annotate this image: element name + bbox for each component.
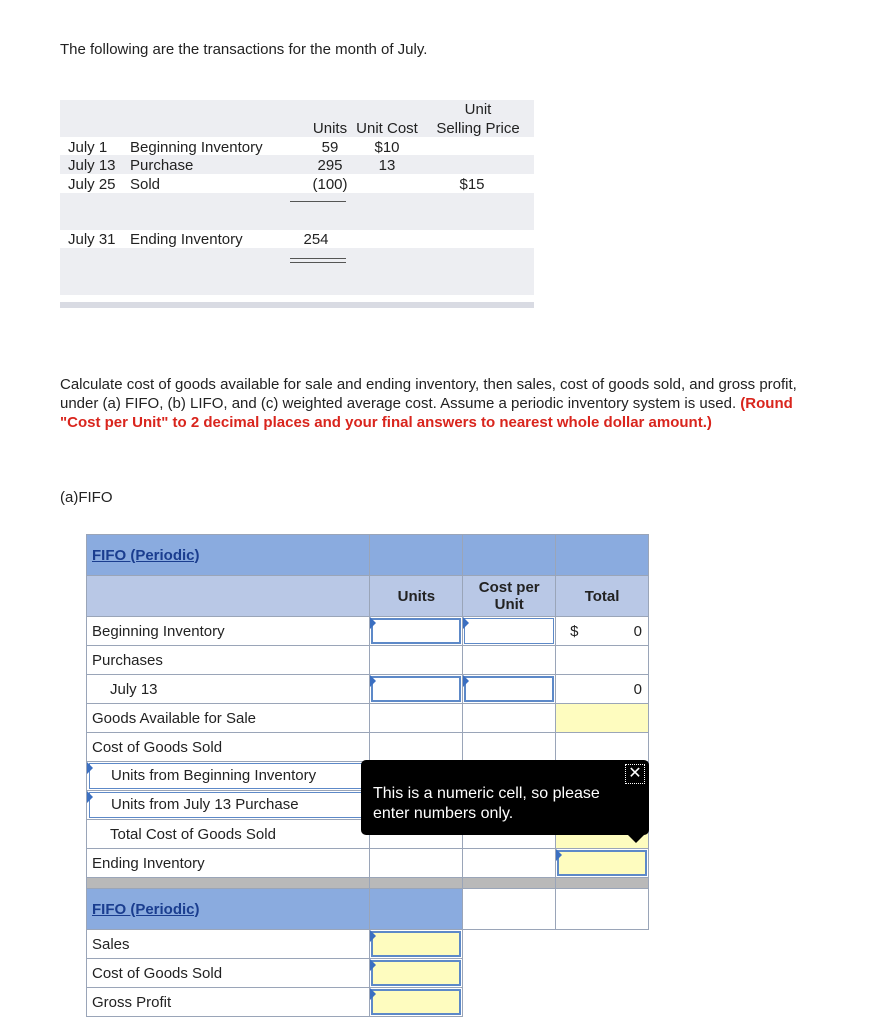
txn-date: July 25 — [68, 176, 116, 193]
beginning-units-input[interactable] — [371, 618, 461, 644]
cell-beginning-cost — [463, 617, 556, 646]
july13-units-input[interactable] — [371, 676, 461, 702]
row-label-purchases: Purchases — [87, 646, 370, 675]
subheader-cell — [87, 576, 370, 617]
separator — [463, 878, 556, 889]
cost-col-header — [463, 576, 556, 617]
input-marker-icon — [370, 988, 376, 1000]
fifo-title-link[interactable]: FIFO (Periodic) — [92, 546, 200, 564]
cell-july13-total — [556, 675, 649, 704]
double-underline — [290, 262, 346, 263]
cell-units-july13 — [87, 791, 370, 820]
txn-units: (100) — [312, 176, 348, 193]
txn-desc: Beginning Inventory — [130, 139, 263, 156]
empty-cell — [463, 733, 556, 762]
header-cell — [463, 535, 556, 576]
txn-cost: $10 — [374, 139, 400, 156]
cell-units-beg — [87, 762, 370, 791]
unit-cost-header: Unit Cost — [356, 120, 418, 137]
row-label-sales: Sales — [87, 930, 370, 959]
ending-total-input[interactable] — [557, 850, 647, 876]
july13-total-value: 0 — [633, 681, 642, 698]
header-cell — [370, 535, 463, 576]
units-col-header: Units — [370, 576, 463, 617]
fifo-title-cell — [87, 535, 370, 576]
units-july13-label: Units from July 13 Purchase — [89, 792, 368, 818]
july13-cost-input[interactable] — [464, 676, 554, 702]
cell-july13-cost — [463, 675, 556, 704]
price-header-line2: Selling Price — [436, 120, 520, 137]
row-band — [60, 248, 534, 295]
empty-cell — [556, 930, 649, 959]
units-header: Units — [312, 120, 348, 137]
row-label-beginning: Beginning Inventory — [87, 617, 370, 646]
input-marker-icon — [556, 849, 562, 861]
transactions-table — [60, 100, 534, 310]
txn-date: July 13 — [68, 157, 116, 174]
input-marker-icon — [87, 762, 93, 774]
beginning-total-value: 0 — [633, 623, 642, 640]
numeric-tooltip — [361, 760, 649, 835]
fifo2-title-link[interactable]: FIFO (Periodic) — [92, 900, 200, 918]
row-label-gross: Gross Profit — [87, 988, 370, 1017]
empty-cell — [370, 733, 463, 762]
cogs2-input[interactable] — [371, 960, 461, 986]
underline — [290, 201, 346, 202]
cell-beginning-units — [370, 617, 463, 646]
empty-cell — [370, 849, 463, 878]
empty-cell — [370, 704, 463, 733]
close-icon[interactable]: ✕ — [625, 764, 645, 784]
units-beg-label: Units from Beginning Inventory — [89, 763, 368, 789]
txn-price: $15 — [459, 176, 485, 193]
separator — [370, 878, 463, 889]
empty-cell — [463, 646, 556, 675]
cell-gross — [370, 988, 463, 1017]
price-header-line1: Unit — [464, 101, 492, 118]
empty-cell — [556, 988, 649, 1017]
dollar-sign: $ — [570, 623, 579, 640]
empty-cell — [463, 930, 556, 959]
header-cell — [556, 535, 649, 576]
beginning-cost-input[interactable] — [464, 618, 554, 644]
cell-july13-units — [370, 675, 463, 704]
cost-col-header-line1: Cost per — [478, 579, 540, 596]
total-col-header: Total — [556, 576, 649, 617]
row-band — [60, 193, 534, 230]
txn-date: July 1 — [68, 139, 108, 156]
txn-cost: 13 — [378, 157, 396, 174]
txn-date: July 31 — [68, 231, 116, 248]
row-label-july13: July 13 — [87, 675, 370, 704]
empty-cell — [370, 646, 463, 675]
ending-total-cell — [556, 849, 649, 878]
gross-input[interactable] — [371, 989, 461, 1015]
empty-cell — [463, 849, 556, 878]
cell-cogs2 — [370, 959, 463, 988]
instructions — [60, 375, 820, 432]
separator — [556, 878, 649, 889]
input-marker-icon — [370, 959, 376, 971]
double-underline — [290, 258, 346, 259]
row-label-total-cogs: Total Cost of Goods Sold — [87, 820, 370, 849]
empty-cell — [556, 959, 649, 988]
available-total-cell[interactable] — [556, 704, 649, 733]
txn-desc: Purchase — [130, 157, 194, 174]
intro-text: The following are the transactions for the month of July. — [60, 41, 428, 58]
tooltip-arrow — [627, 834, 645, 843]
section-label: (a)FIFO — [60, 489, 113, 506]
bottom-band — [60, 302, 534, 308]
input-marker-icon — [87, 791, 93, 803]
empty-cell — [556, 646, 649, 675]
empty-cell — [463, 988, 556, 1017]
row-label-cogs2: Cost of Goods Sold — [87, 959, 370, 988]
input-marker-icon — [370, 617, 376, 629]
fifo2-title-cell — [87, 889, 370, 930]
rounding-note: (Round "Cost per Unit" to 2 decimal places and your final answers to nearest whole dollar amount.) — [60, 395, 793, 431]
empty-cell — [556, 733, 649, 762]
header-cell — [370, 889, 463, 930]
empty-cell — [463, 704, 556, 733]
row-label-ending: Ending Inventory — [87, 849, 370, 878]
sales-input[interactable] — [371, 931, 461, 957]
empty-cell — [556, 889, 649, 930]
txn-desc: Ending Inventory — [130, 231, 243, 248]
txn-units: 59 — [321, 139, 339, 156]
instructions-text: Calculate cost of goods available for sale and ending inventory, then sales, cost of goods sold, and gross profit, under (a) FIFO, (b) LIFO, and (c) weighted average cost. Assume a periodic inventory system is used. — [60, 376, 797, 412]
tooltip-message: This is a numeric cell, so please enter numbers only. — [373, 785, 600, 822]
txn-units: 295 — [317, 157, 343, 174]
row-label-available: Goods Available for Sale — [87, 704, 370, 733]
input-marker-icon — [463, 675, 469, 687]
row-label-cogs: Cost of Goods Sold — [87, 733, 370, 762]
input-marker-icon — [463, 617, 469, 629]
txn-units: 254 — [303, 231, 329, 248]
input-marker-icon — [370, 675, 376, 687]
empty-cell — [463, 959, 556, 988]
separator — [87, 878, 370, 889]
cell-beginning-total — [556, 617, 649, 646]
cell-sales — [370, 930, 463, 959]
input-marker-icon — [370, 930, 376, 942]
txn-desc: Sold — [130, 176, 161, 193]
cost-col-header-line2: Unit — [494, 596, 524, 613]
empty-cell — [463, 889, 556, 930]
